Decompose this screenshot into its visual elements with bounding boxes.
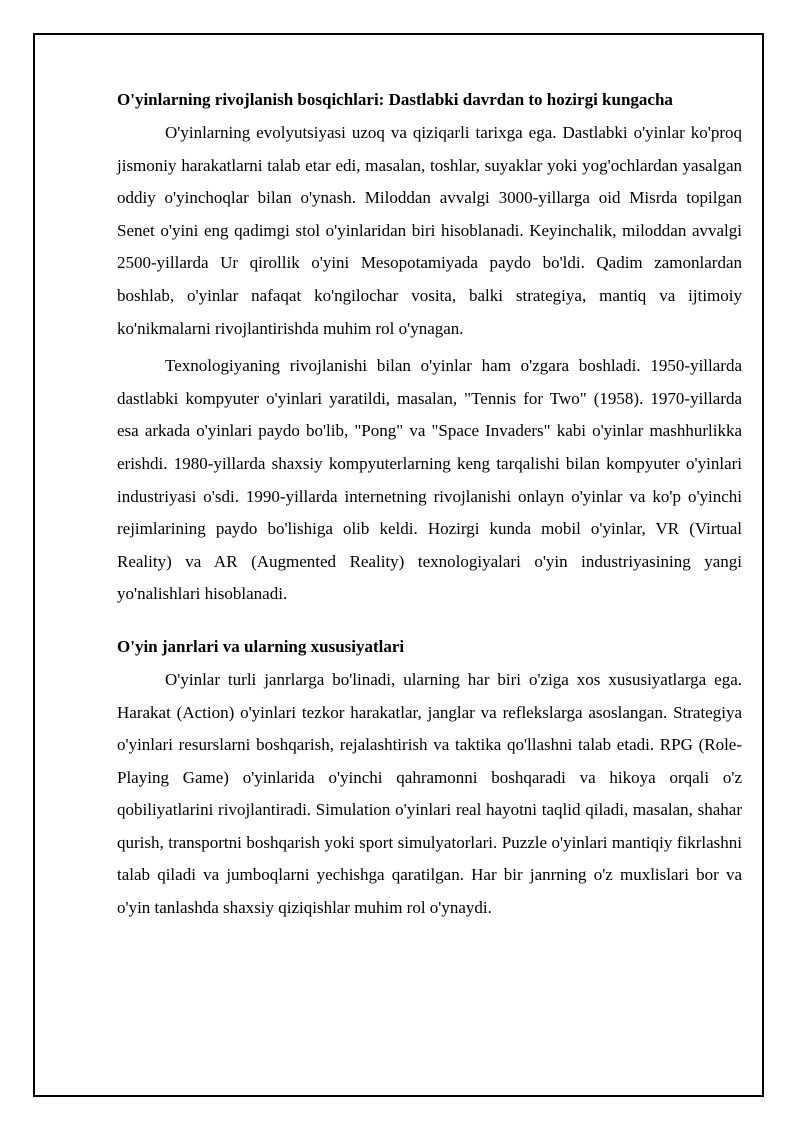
section-heading-history: O'yinlarning rivojlanish bosqichlari: Dastlabki davrdan to hozirgi kungacha [117,90,673,109]
paragraph-history-technology: Texnologiyaning rivojlanishi bilan o'yinlar ham o'zgara boshladi. 1950-yillarda dastlabki kompyuter o'yinlari yaratildi, masalan, "Tennis for Two" (1958). 1970-yillarda esa arkada o'yinlari paydo bo'lib, "Pong" va "Space Invaders" kabi o'yinlar mashhurlikka erishdi. 1980-yillarda shaxsiy kompyuterlarning keng tarqalishi bilan kompyuter o'yinlari industriyasi o'sdi. 1990-yillarda internetning rivojlanishi onlayn o'yinlar va ko'p o'yinchi rejimlarining paydo bo'lishiga olib keldi. Hozirgi kunda mobil o'yinlar, VR (Virtual Reality) va AR (Augmented Reality) texnologiyalari o'yin industriyasining yangi yo'nalishlari hisoblanadi. [117,356,742,604]
paragraph-genres: O'yinlar turli janrlarga bo'linadi, ularning har biri o'ziga xos xususiyatlarga ega. Harakat (Action) o'yinlari tezkor harakatlar, janglar va reflekslarga asoslangan. Strategiya o'yinlari resurslarni boshqarish, rejalashtirish va taktika qo'llashni talab etadi. RPG (Role-Playing Game) o'yinlarida o'yinchi qahramonni boshqaradi va hikoya orqali o'z qobiliyatlarini rivojlantiradi. Simulation o'yinlari real hayotni taqlid qiladi, masalan, shahar qurish, transportni boshqarish yoki sport simulyatorlari. Puzzle o'yinlari mantiqiy fikrlashni talab qiladi va jumboqlarni yechishga qaratilgan. Har bir janrning o'z muxlislari bor va o'yin tanlashda shaxsiy qiziqishlar muhim rol o'ynaydi. [117,669,742,918]
section-heading-genres: O'yin janrlari va ularning xususiyatlari [117,636,405,656]
paragraph-history-ancient: O'yinlarning evolyutsiyasi uzoq va qiziqarli tarixga ega. Dastlabki o'yinlar ko'proq jismoniy harakatlarni talab etar edi, masalan, toshlar, suyaklar yoki yog'ochlardan yasalgan oddiy o'yinchoqlar bilan o'ynash. Miloddan avvalgi 3000-yillarga oid Misrda topilgan Senet o'yini eng qadimgi stol o'yinlaridan biri hisoblanadi. Keyinchalik, miloddan avvalgi 2500-yillarda Ur qirollik o'yini Mesopotamiyada paydo bo'ldi. Qadim zamonlardan boshlab, o'yinlar nafaqat ko'ngilochar vosita, balki strategiya, mantiq va ijtimoiy ko'nikmalarni rivojlantirishda muhim rol o'ynagan. [117,123,742,338]
document-body [117,84,742,925]
